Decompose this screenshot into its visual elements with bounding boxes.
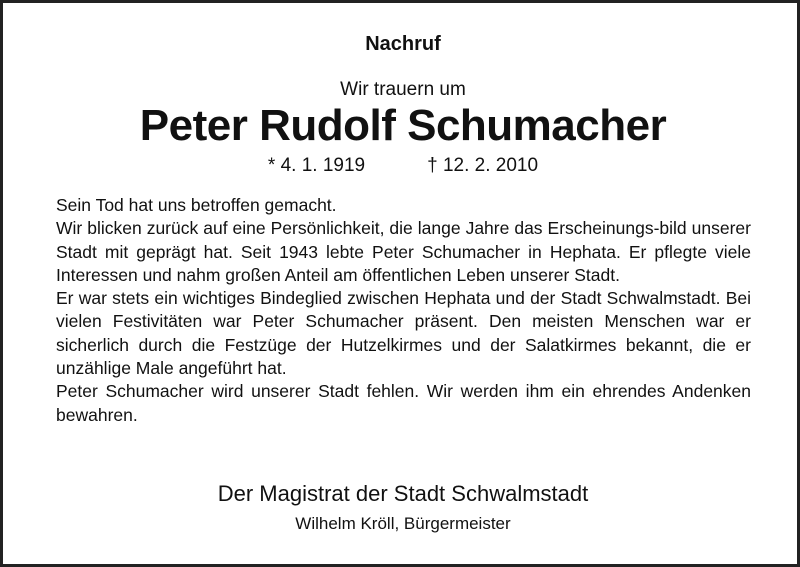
deceased-name: Peter Rudolf Schumacher [139, 101, 667, 150]
birth-date: * 4. 1. 1919 [267, 155, 366, 176]
paragraph: Sein Tod hat uns betroffen gemacht. [56, 195, 337, 215]
intro-line: Wir trauern um [340, 79, 466, 100]
life-dates [3, 155, 800, 177]
death-date: † 12. 2. 2010 [427, 155, 539, 176]
notice-heading: Nachruf [365, 33, 441, 55]
signer-organization: Der Magistrat der Stadt Schwalmstadt [217, 481, 589, 506]
paragraph: Er war stets ein wichtiges Bindeglied zwischen Hephata und der Stadt Schwalmstadt. Bei vielen Festivitäten war Peter Schumacher präsent. Den meisten Menschen war er sicherlich durch die Festzüge der Hutzelkirmes und der Salatkirmes bekannt, die er unzählige Male angeführt hat. [56, 288, 751, 379]
paragraph: Peter Schumacher wird unserer Stadt fehlen. Wir werden ihm ein ehrendes Andenken bewahren. [56, 381, 751, 425]
paragraph: Wir blicken zurück auf eine Persönlichkeit, die lange Jahre das Erscheinungs-bild unserer Stadt mit geprägt hat. Seit 1943 lebte Peter Schumacher in Hephata. Er pflegte viele Interessen und nahm großen Anteil am öffentlichen Leben unserer Stadt. [56, 218, 751, 285]
signer-person: Wilhelm Kröll, Bürgermeister [295, 514, 511, 533]
obituary-text [56, 194, 751, 427]
